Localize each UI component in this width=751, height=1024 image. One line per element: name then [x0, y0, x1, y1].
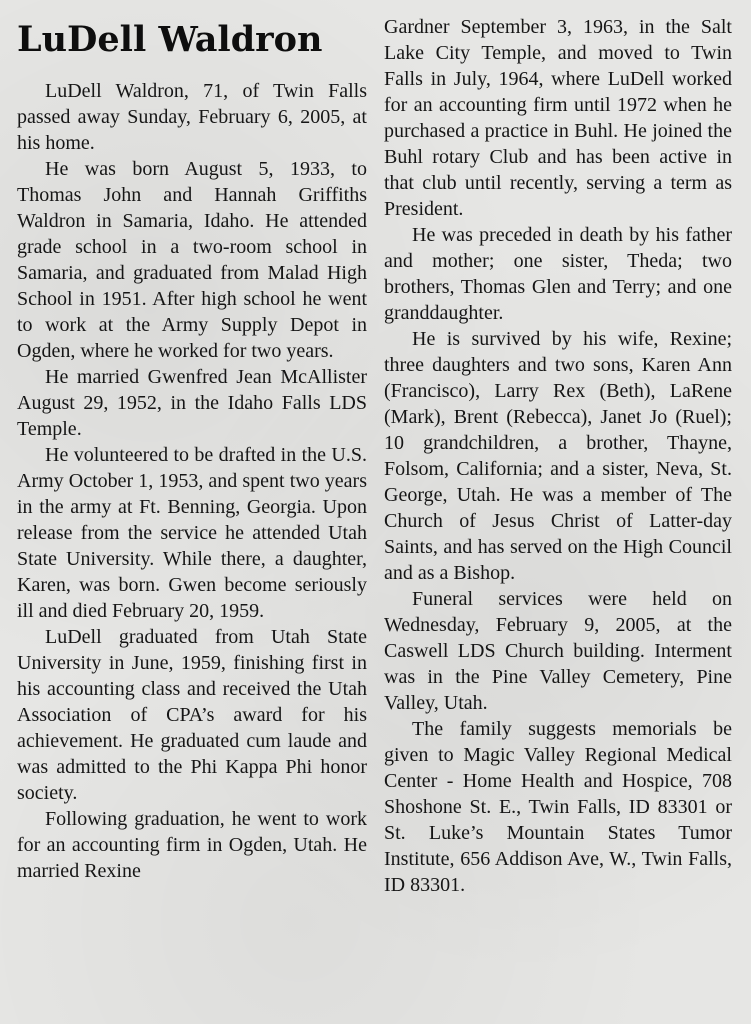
headline: LuDell Waldron — [17, 19, 323, 60]
paragraph-death-notice: LuDell Waldron, 71, of Twin Falls passed away Sunday, February 6, 2005, at his home. — [17, 80, 367, 154]
paragraph-second-marriage-career: Gardner September 3, 1963, in the Salt Lake City Temple, and moved to Twin Falls in July, 1964, where LuDell worked for an accounting firm until 1972 when he purchased a practice in Buhl. He joined the Buhl rotary Club and has been active in that club until recently, serving a term as President. — [384, 16, 732, 220]
paragraph-army-service: He volunteered to be drafted in the U.S. Army October 1, 1953, and spent two years in the army at Ft. Benning, Georgia. Upon release from the service he attended Utah State University. While there, a daughter, Karen, was born. Gwen become seriously ill and died February 20, 1959. — [17, 444, 367, 622]
paragraph-first-marriage: He married Gwenfred Jean McAllister August 29, 1952, in the Idaho Falls LDS Temple. — [17, 366, 367, 440]
right-column — [384, 14, 732, 898]
paragraph-graduation: LuDell graduated from Utah State University in June, 1959, finishing first in his accounting class and received the Utah Association of CPA’s award for his achievement. He graduated cum laude and was admitted to the Phi Kappa Phi honor society. — [17, 626, 367, 804]
paragraph-memorials: The family suggests memorials be given to Magic Valley Regional Medical Center - Home Health and Hospice, 708 Shoshone St. E., Twin Falls, ID 83301 or St. Luke’s Mountain States Tumor Institute, 656 Addison Ave, W., Twin Falls, ID 83301. — [384, 718, 732, 896]
paragraph-early-life: He was born August 5, 1933, to Thomas John and Hannah Griffiths Waldron in Samaria, Idaho. He attended grade school in a two-room school in Samaria, and graduated from Malad High School in 1951. After high school he went to work at the Army Supply Depot in Ogden, where he worked for two years. — [17, 158, 367, 362]
paragraph-career-start: Following graduation, he went to work for an accounting firm in Ogden, Utah. He married Rexine — [17, 808, 367, 882]
left-column — [17, 14, 367, 884]
paragraph-funeral-services: Funeral services were held on Wednesday, February 9, 2005, at the Caswell LDS Church building. Interment was in the Pine Valley Cemetery, Pine Valley, Utah. — [384, 588, 732, 714]
paragraph-survivors: He is survived by his wife, Rexine; three daughters and two sons, Karen Ann (Francisco), Larry Rex (Beth), LaRene (Mark), Brent (Rebecca), Janet Jo (Ruel); 10 grandchildren, a brother, Thayne, Folsom, California; and a sister, Neva, St. George, Utah. He was a member of The Church of Jesus Christ of Latter-day Saints, and has served on the High Council and as a Bishop. — [384, 328, 732, 584]
paragraph-preceded-in-death: He was preceded in death by his father and mother; one sister, Theda; two brothers, Thomas Glen and Terry; and one granddaughter. — [384, 224, 732, 324]
